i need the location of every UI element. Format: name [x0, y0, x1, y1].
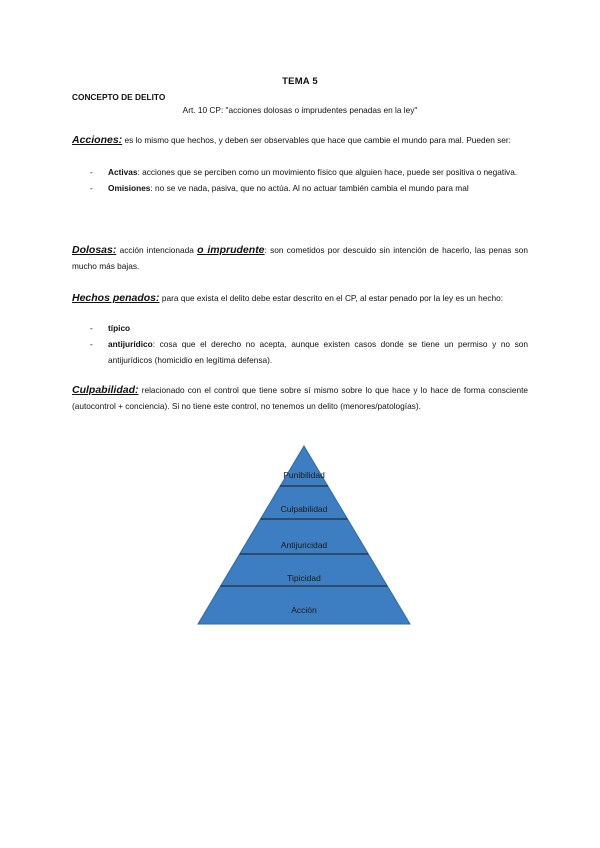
hechos-paragraph: Hechos penados: para que exista el delito debe estar descrito en el CP, al estar penado por la ley es un hecho: [72, 292, 503, 304]
dolosas-lead: Dolosas: [72, 244, 117, 256]
pyramid-level-label: Antijuricidad [280, 540, 328, 550]
pyramid-level-label: Culpabilidad [280, 504, 328, 514]
pyramid-level-label: Punibilidad [283, 470, 325, 480]
acciones-lead: Acciones: [72, 134, 123, 146]
list-item: - antijurídico: cosa que el derecho no acepta, aunque existen casos donde se tiene un permiso y no son antijurídicos (homicidio en legítima defensa). [90, 339, 528, 365]
acciones-text: es lo mismo que hechos, y deben ser observables que hace que cambie el mundo para mal. Pueden ser: [122, 135, 511, 145]
culpabilidad-lead: Culpabilidad: [72, 384, 139, 396]
imprudente-emphasis: o imprudente [197, 244, 265, 256]
pyramid-diagram [196, 444, 412, 628]
document-title: TEMA 5 [282, 76, 318, 87]
hechos-lead: Hechos penados: [72, 292, 160, 304]
list-item: - Omisiones: no se ve nada, pasiva, que no actúa. Al no actuar también cambia el mundo para mal [90, 183, 469, 193]
list-item: - típico [90, 323, 131, 333]
article-quote: Art. 10 CP: "acciones dolosas o imprudentes penadas en la ley" [182, 105, 418, 115]
list-item: - Activas: acciones que se perciben como un movimiento físico que alguien hace, puede ser positiva o negativa. [90, 167, 518, 177]
acciones-list [90, 164, 528, 196]
dolosas-paragraph: Dolosas: acción intencionada o imprudente: son cometidos por descuido sin intención de hacerlo, las penas son mucho más bajas. [72, 244, 528, 271]
culpabilidad-paragraph: Culpabilidad: relacionado con el control que tiene sobre sí mismo sobre lo que hace y lo hace de forma consciente (autocontrol + conciencia). Si no tiene este control, no tenemos un delito (menores/patologías). [72, 384, 528, 411]
acciones-paragraph [72, 132, 528, 148]
pyramid-level-label: Acción [291, 605, 317, 615]
pyramid-level-label: Tipicidad [287, 573, 321, 583]
hechos-list [90, 320, 528, 368]
section-heading: CONCEPTO DE DELITO [72, 92, 166, 102]
